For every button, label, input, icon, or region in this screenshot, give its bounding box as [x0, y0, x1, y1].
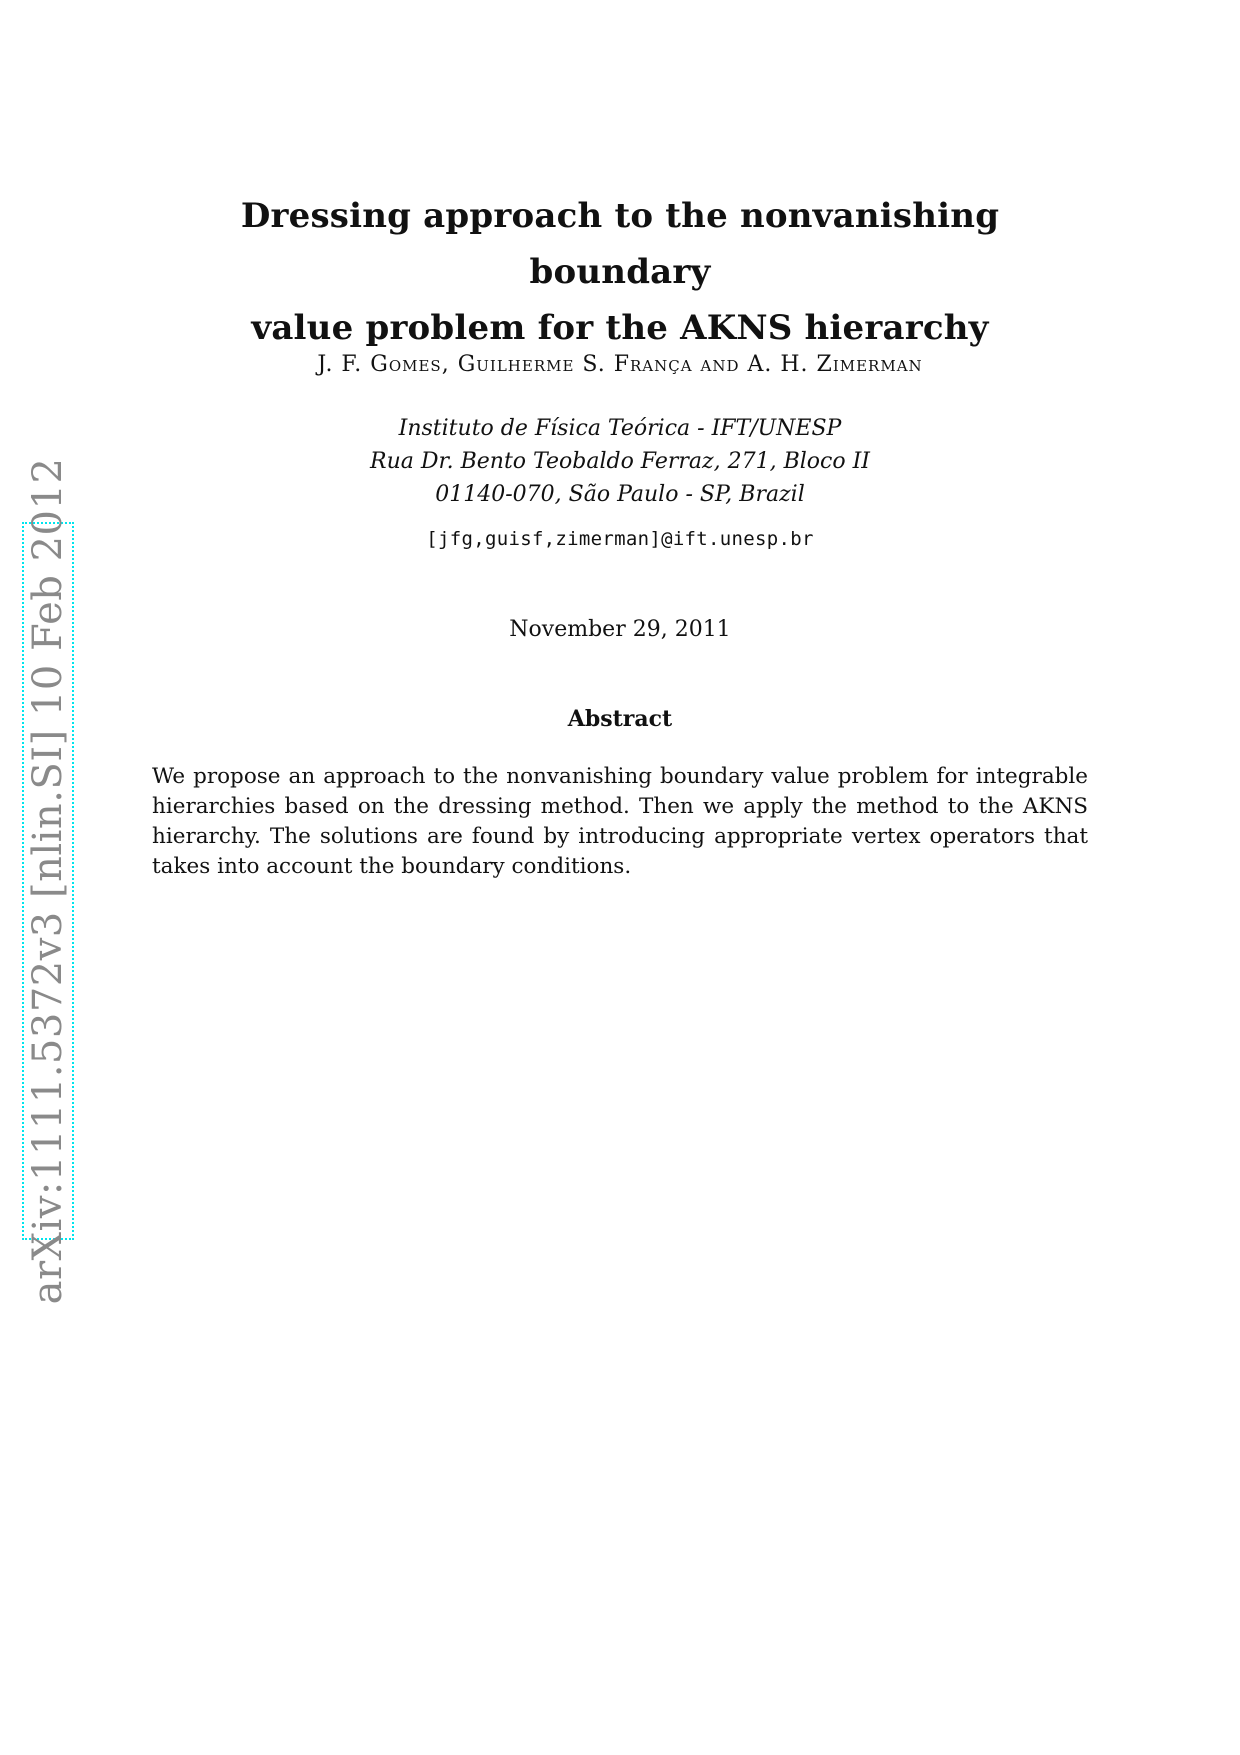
email-address[interactable]: [jfg,guisf,zimerman]@ift.unesp.br [426, 528, 814, 550]
affiliation [200, 412, 1040, 511]
abstract-body [152, 762, 1088, 882]
abstract-heading: Abstract [567, 706, 673, 732]
affiliation-line-3: 01140-070, São Paulo - SP, Brazil [435, 482, 805, 507]
affiliation-line-2: Rua Dr. Bento Teobaldo Ferraz, 271, Bloco II [370, 449, 870, 474]
authors: J. F. Gomes, Guilherme S. França and A. H. Zimerman [317, 352, 923, 377]
paper-title [150, 188, 1090, 356]
title-line-2: value problem for the AKNS hierarchy [251, 308, 989, 348]
abstract-line-2: hierarchies based on the dressing method. Then we apply the method to the AKNS [152, 794, 1088, 819]
arxiv-stamp[interactable]: arXiv:1111.5372v3 [nlin.SI] 10 Feb 2012 [25, 457, 71, 1305]
abstract-line-3: hierarchy. The solutions are found by introducing appropriate vertex operators that [152, 824, 1088, 849]
affiliation-line-1: Instituto de Física Teórica - IFT/UNESP [398, 416, 842, 441]
abstract-line-4: takes into account the boundary conditions. [152, 854, 632, 879]
date: November 29, 2011 [509, 617, 731, 642]
title-line-1: Dressing approach to the nonvanishing boundary [240, 196, 1000, 292]
abstract-line-1: We propose an approach to the nonvanishing boundary value problem for integrable [152, 764, 1088, 789]
